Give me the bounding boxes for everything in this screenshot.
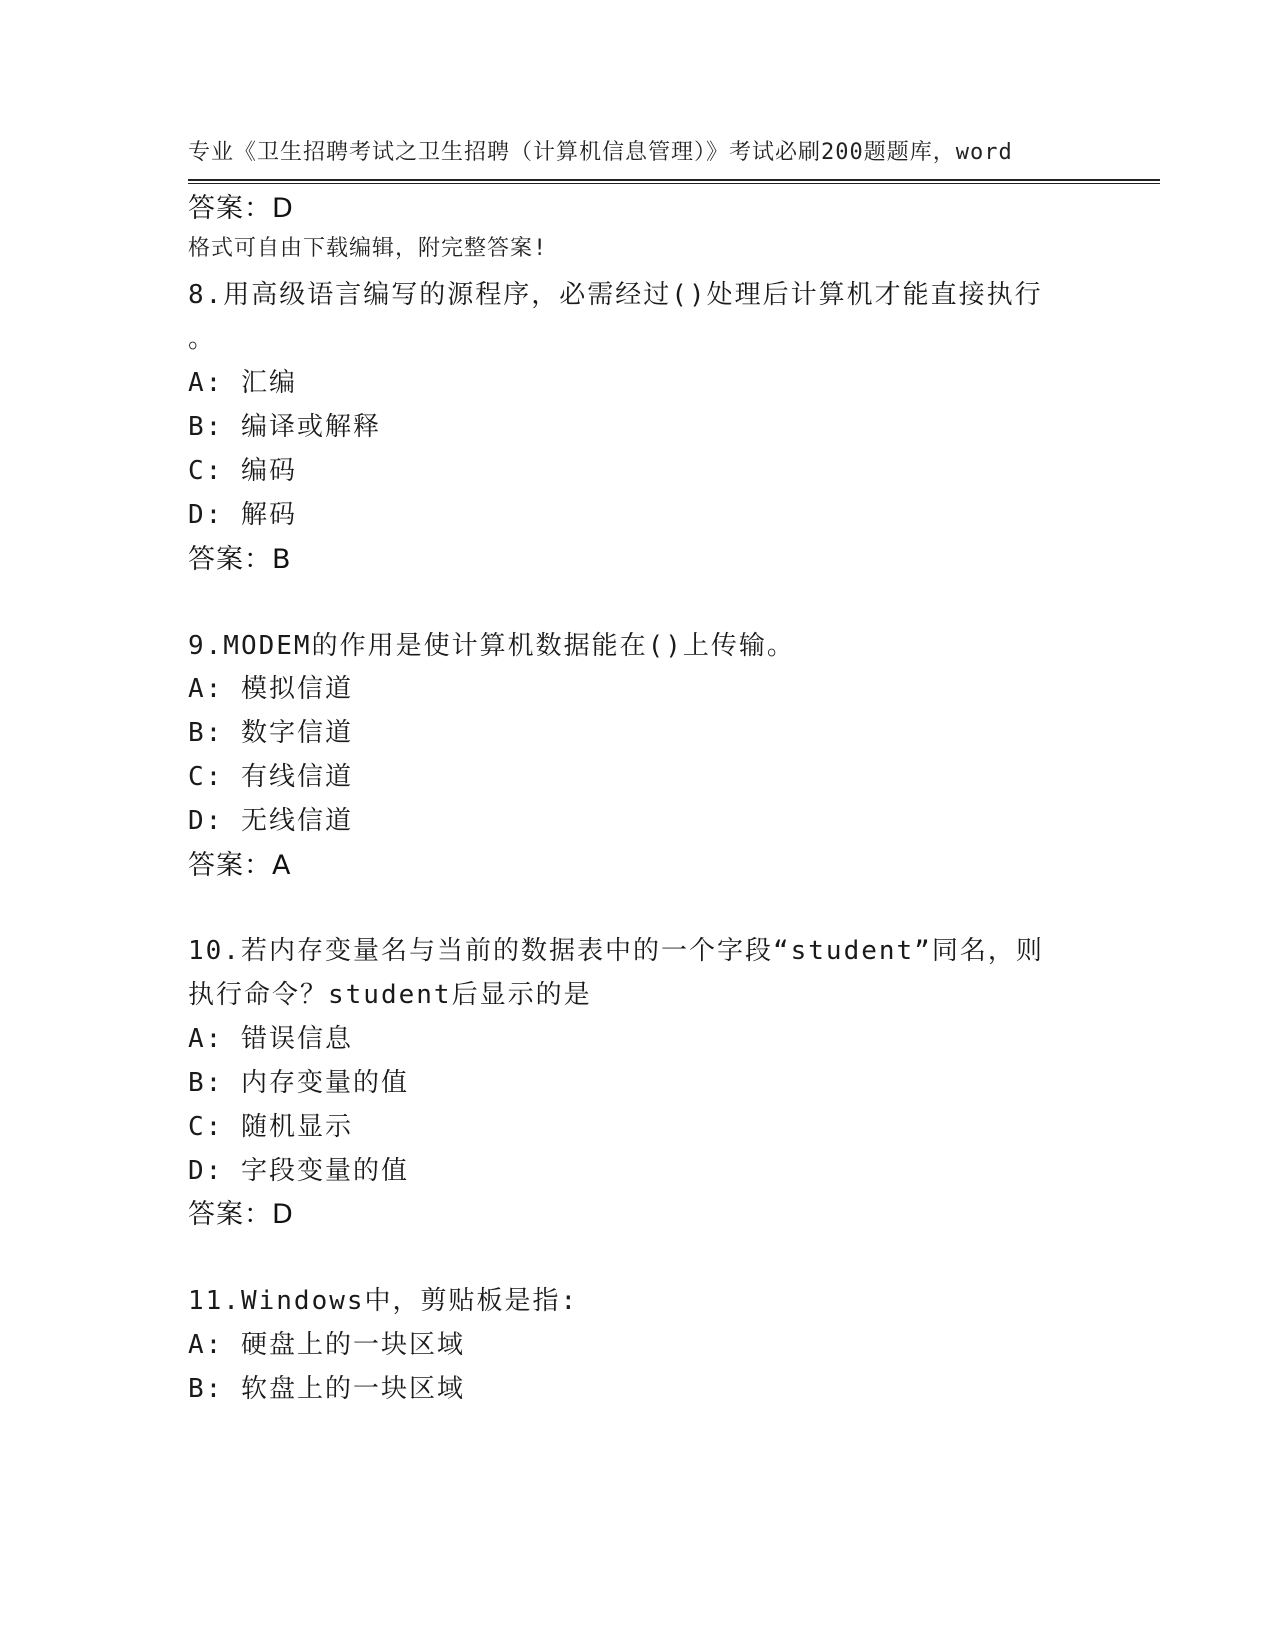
question-9-option-c: C: 有线信道 [188, 762, 353, 792]
header-line-2: 格式可自由下载编辑，附完整答案! [188, 236, 548, 261]
question-8-option-a: A: 汇编 [188, 368, 297, 398]
header-divider [188, 179, 1160, 181]
question-8-text: 8.用高级语言编写的源程序，必需经过()处理后计算机才能直接执行 [188, 280, 1043, 310]
question-8-option-c: C: 编码 [188, 456, 297, 486]
question-11-option-a: A: 硬盘上的一块区域 [188, 1330, 465, 1360]
header-divider-thin [188, 183, 1160, 184]
question-10-answer: 答案：D [188, 1199, 294, 1230]
question-9-option-d: D: 无线信道 [188, 806, 353, 836]
question-8-answer: 答案：B [188, 544, 292, 575]
answer-previous: 答案：D [188, 193, 294, 224]
question-11-option-b: B: 软盘上的一块区域 [188, 1374, 465, 1404]
question-10-option-a: A: 错误信息 [188, 1024, 353, 1054]
question-8-option-b: B: 编译或解释 [188, 412, 381, 442]
question-9-option-b: B: 数字信道 [188, 718, 353, 748]
question-10-text-cont: 执行命令？student后显示的是 [188, 980, 592, 1010]
question-10-option-c: C: 随机显示 [188, 1112, 353, 1142]
question-9-text: 9.MODEM的作用是使计算机数据能在()上传输。 [188, 631, 795, 661]
header-line-1: 专业《卫生招聘考试之卫生招聘（计算机信息管理）》考试必刷200题题库，word [188, 140, 1013, 165]
question-8-option-d: D: 解码 [188, 500, 297, 530]
question-10-text: 10.若内存变量名与当前的数据表中的一个字段“student”同名，则 [188, 936, 1044, 966]
question-10-option-d: D: 字段变量的值 [188, 1156, 409, 1186]
question-8-text-cont: 。 [188, 324, 217, 354]
question-9-option-a: A: 模拟信道 [188, 674, 353, 704]
question-9-answer: 答案：A [188, 850, 292, 881]
question-10-option-b: B: 内存变量的值 [188, 1068, 409, 1098]
question-11-text: 11.Windows中，剪贴板是指: [188, 1286, 579, 1316]
